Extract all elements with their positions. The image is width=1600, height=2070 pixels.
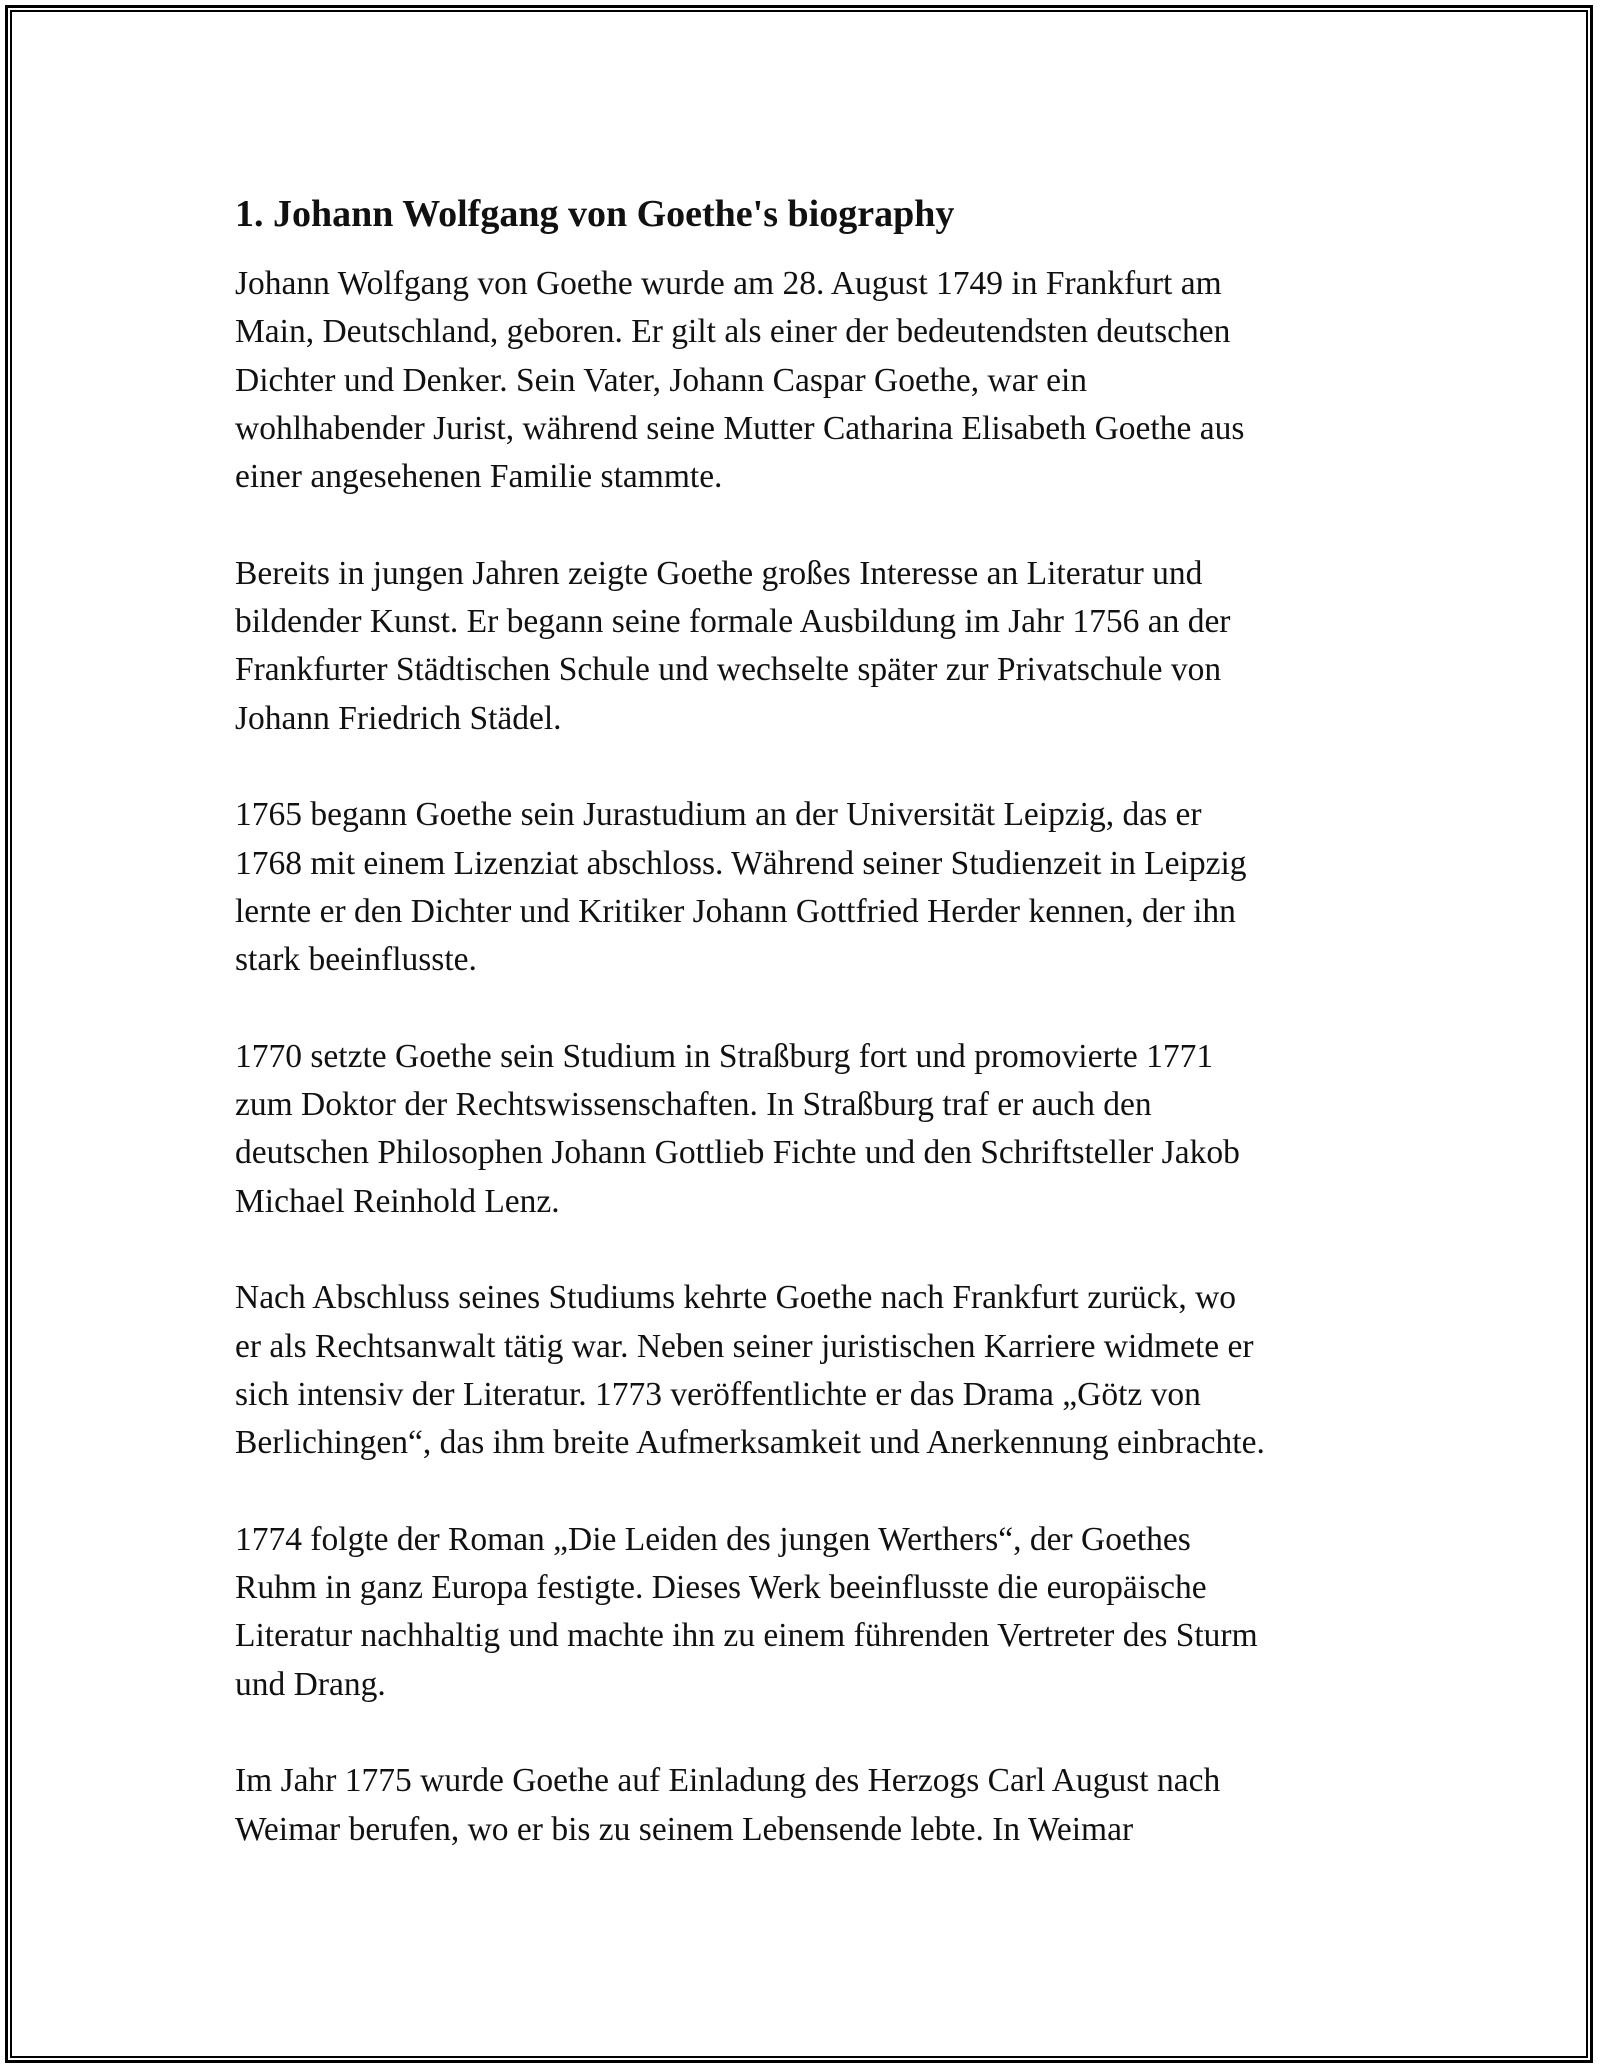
- paragraph-werther: 1774 folgte der Roman „Die Leiden des jungen Werthers“, der Goethes Ruhm in ganz Europa festigte. Dieses Werk beeinflusste die europäische Literatur nachhaltig und machte ihn zu einem führenden Vertreter des Sturm und Drang.: [235, 1520, 1258, 1703]
- paragraph-birth: Johann Wolfgang von Goethe wurde am 28. August 1749 in Frankfurt am Main, Deutschland, geboren. Er gilt als einer der bedeutendsten deutschen Dichter und Denker. Sein Vater, Johann Caspar Goethe, war ein wohlhabender Jurist, während seine Mutter Catharina Elisabeth Goethe aus einer angesehenen Familie stammte.: [235, 265, 1245, 496]
- paragraph-strassburg: 1770 setzte Goethe sein Studium in Straßburg fort und promovierte 1771 zum Doktor der Rechtswissenschaften. In Straßburg traf er auch den deutschen Philosophen Johann Gottlieb Fichte und den Schriftsteller Jakob Michael Reinhold Lenz.: [235, 1037, 1240, 1220]
- document-body: [235, 184, 1385, 1854]
- paragraph-education: Bereits in jungen Jahren zeigte Goethe großes Interesse an Literatur und bildender Kunst. Er begann seine formale Ausbildung im Jahr 1756 an der Frankfurter Städtischen Schule und wechselte später zur Privatschule von Johann Friedrich Städel.: [235, 554, 1231, 737]
- document-heading: 1. Johann Wolfgang von Goethe's biography: [235, 193, 955, 235]
- paragraph-frankfurt: Nach Abschluss seines Studiums kehrte Goethe nach Frankfurt zurück, wo er als Rechtsanwalt tätig war. Neben seiner juristischen Karriere widmete er sich intensiv der Literatur. 1773 veröffentlichte er das Drama „Götz von Berlichingen“, das ihm breite Aufmerksamkeit und Anerkennung einbrachte.: [235, 1279, 1265, 1462]
- paragraph-weimar: Im Jahr 1775 wurde Goethe auf Einladung des Herzogs Carl August nach Weimar berufen, wo er bis zu seinem Lebensende lebte. In Weimar: [235, 1762, 1221, 1848]
- paragraph-leipzig: 1765 begann Goethe sein Jurastudium an der Universität Leipzig, das er 1768 mit einem Lizenziat abschloss. Während seiner Studienzeit in Leipzig lernte er den Dichter und Kritiker Johann Gottfried Herder kennen, der ihn stark beeinflusste.: [235, 796, 1247, 979]
